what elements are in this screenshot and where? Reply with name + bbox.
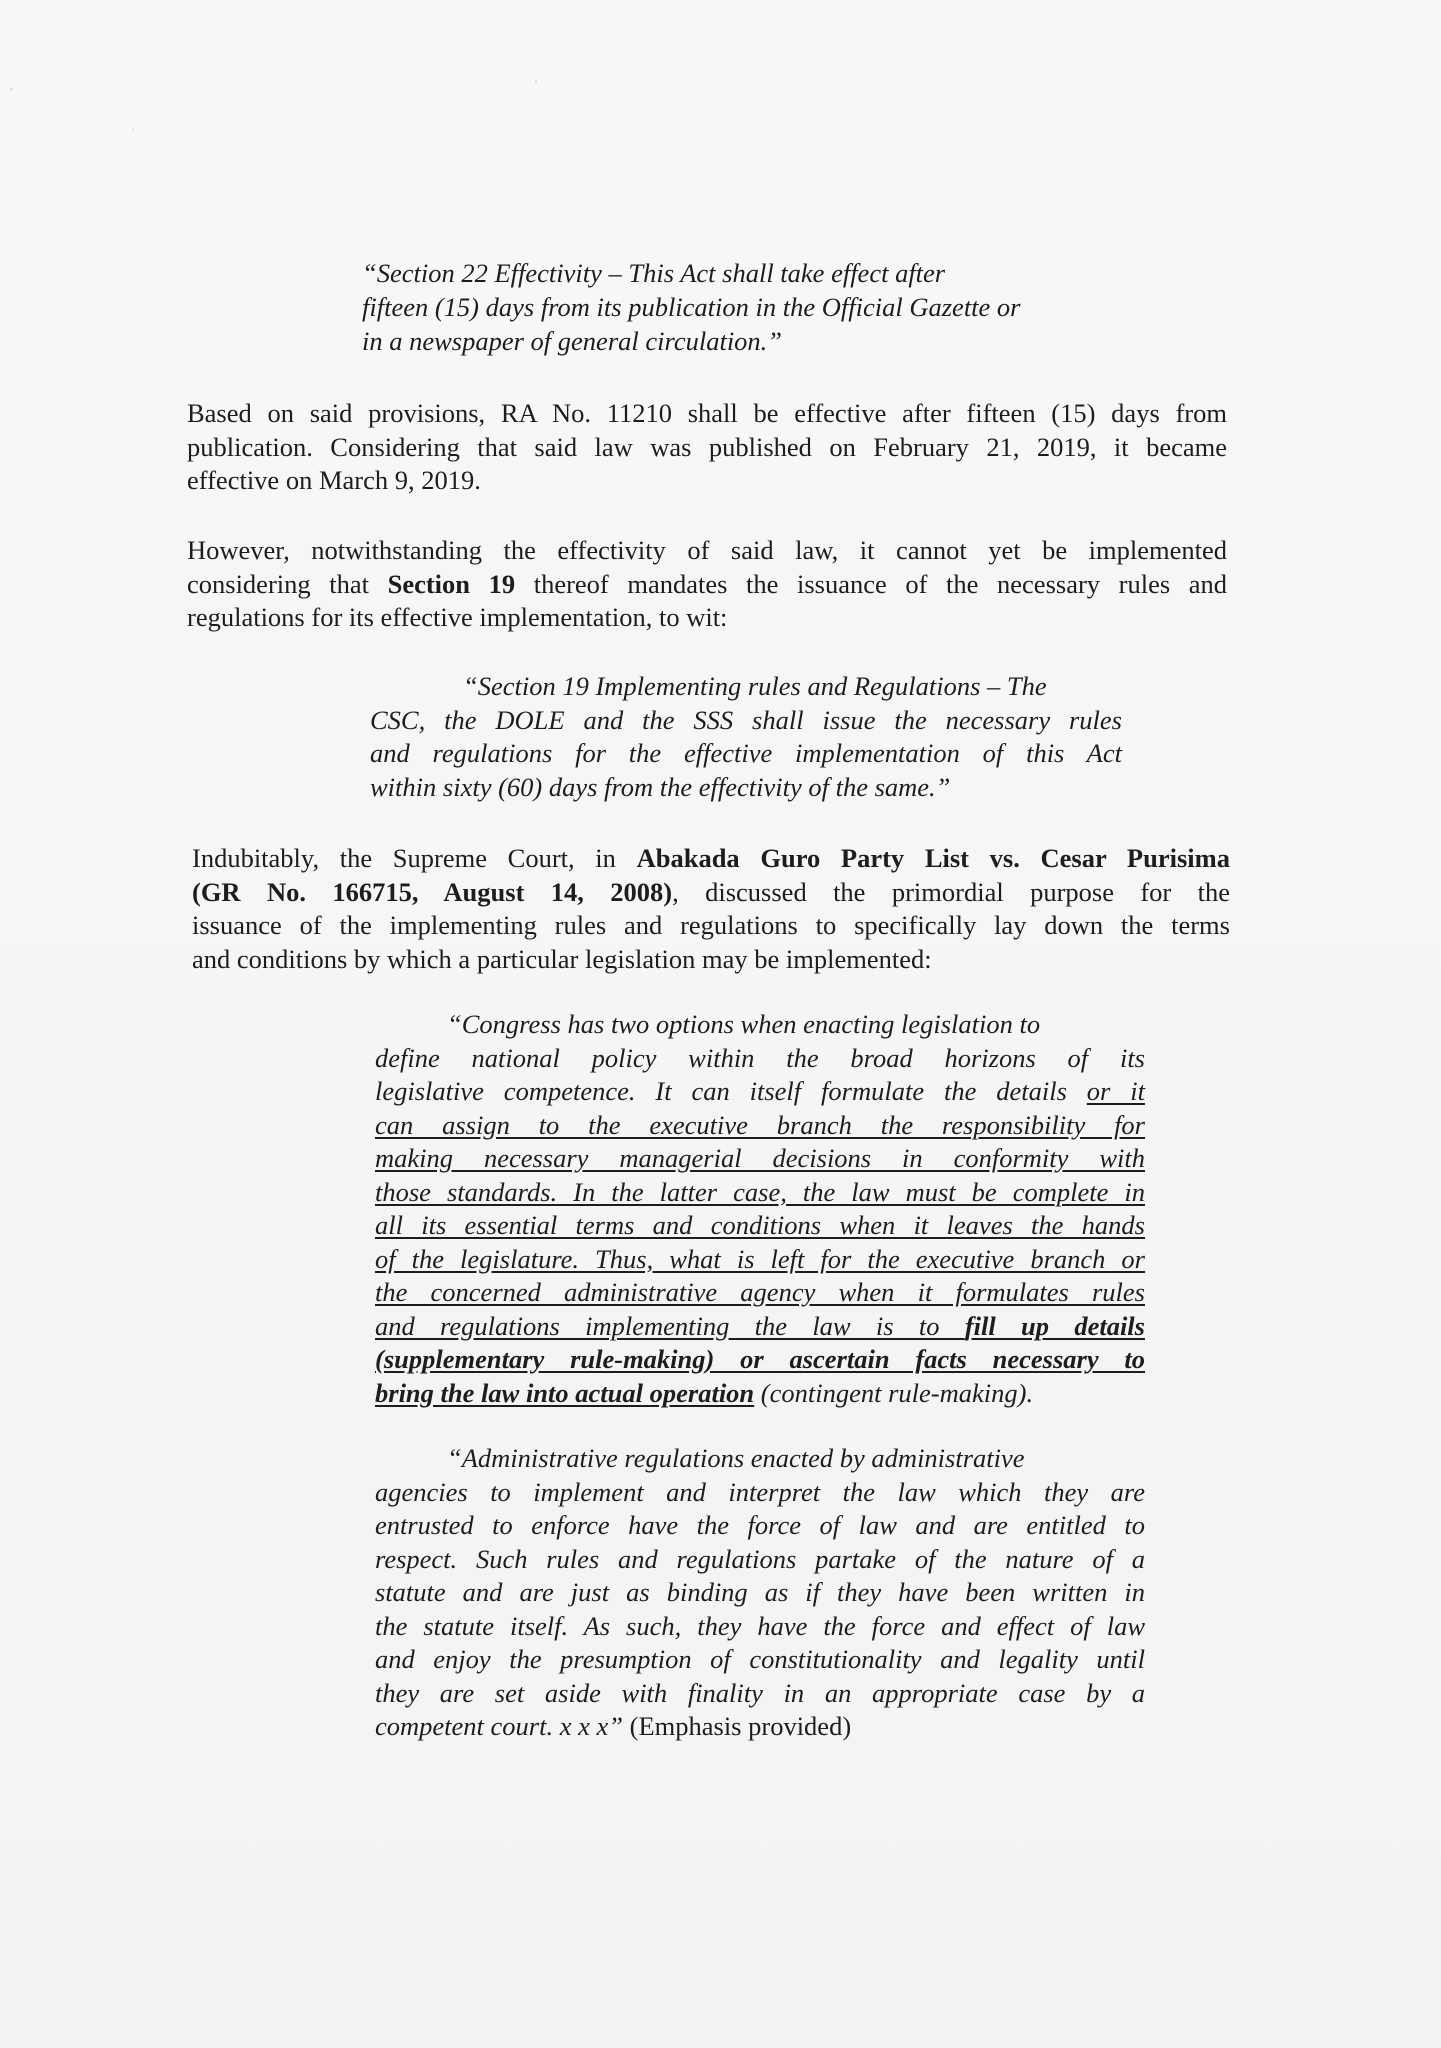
quote-line: “Section 19 Implementing rules and Regulations – The: [463, 671, 1047, 701]
quote-line: the statute itself. As such, they have the force and effect of law: [375, 1610, 1145, 1641]
emphasized-text: bring the law into actual operation: [375, 1377, 755, 1408]
text-run: , discussed the primordial purpose for the: [672, 876, 1231, 907]
paragraph-line: and conditions by which a particular legislation may be implemented:: [192, 943, 932, 974]
paragraph-line: However, notwithstanding the effectivity of said law, it cannot yet be implemented: [187, 535, 1227, 565]
quote-line: and enjoy the presumption of constitutionality and legality until: [375, 1644, 1145, 1674]
paragraph-effectivity: [187, 397, 1227, 498]
case-title: Abakada Guro Party List vs. Cesar Purisima: [636, 843, 1230, 873]
emphasized-line: (supplementary rule-making) or ascertain facts necessary to: [375, 1344, 1145, 1374]
quote-line: and regulations for the effective implementation of this Act: [370, 738, 1122, 768]
paragraph-line: publication. Considering that said law was published on February 21, 2019, it became: [187, 431, 1227, 462]
emphasis-note: (Emphasis provided): [623, 1711, 852, 1741]
paragraph-line: effective on March 9, 2019.: [187, 465, 481, 495]
underlined-text: and regulations implementing the law is to: [375, 1310, 965, 1341]
quote-line: “Section 22 Effectivity – This Act shall take effect after: [362, 258, 946, 288]
underlined-text: or it: [1086, 1076, 1145, 1106]
quote-line: within sixty (60) days from the effectivity of the same.”: [370, 771, 951, 802]
scan-speck: [132, 128, 134, 131]
quote-section-19: [370, 670, 1122, 804]
quote-line-underlined: making necessary managerial decisions in conformity with: [375, 1143, 1145, 1173]
quote-line: [375, 1075, 1145, 1109]
paragraph-indubitably: [192, 842, 1230, 976]
quote-line: define national policy within the broad horizons of its: [375, 1042, 1145, 1073]
quote-line: [375, 1310, 1145, 1344]
section-reference: Section 19: [387, 568, 516, 599]
quote-line: respect. Such rules and regulations partake of the nature of a: [375, 1543, 1145, 1574]
text-run: legislative competence. It can itself formulate the details: [375, 1076, 1087, 1106]
quote-line: [375, 1710, 1145, 1744]
quote-line: entrusted to enforce have the force of law and are entitled to: [375, 1510, 1145, 1540]
quote-line-underlined: those standards. In the latter case, the law must be complete in: [375, 1176, 1145, 1207]
quote-line-underlined: the concerned administrative agency when it formulates rules: [375, 1277, 1145, 1307]
text-run: thereof mandates the issuance of the necessary rules and: [515, 568, 1228, 599]
quote-line: CSC, the DOLE and the SSS shall issue the necessary rules: [370, 704, 1122, 735]
quote-section-22: [362, 257, 1122, 291]
paragraph-line: regulations for its effective implementation, to wit:: [187, 602, 728, 632]
quote-line-underlined: of the legislature. Thus, what is left for the executive branch or: [375, 1243, 1145, 1274]
quote-administrative: [375, 1442, 1145, 1744]
quote-line: “Congress has two options when enacting legislation to: [447, 1009, 1041, 1039]
scan-speck: [10, 88, 13, 91]
quote-line-underlined: all its essential terms and conditions when it leaves the hands: [375, 1210, 1145, 1240]
quote-line: fifteen (15) days from its publication in the Official Gazette or: [362, 292, 1021, 322]
quote-line-underlined: can assign to the executive branch the responsibility for: [375, 1109, 1145, 1140]
text-run: (contingent rule-making).: [754, 1377, 1034, 1408]
text-run: Indubitably, the Supreme Court, in: [192, 843, 637, 873]
paragraph-line: [192, 876, 1230, 910]
quote-line: [375, 1377, 1145, 1411]
quote-line: they are set aside with finality in an appropriate case by a: [375, 1677, 1145, 1708]
paragraph-line: [187, 568, 1227, 602]
emphasized-text: fill up details: [964, 1310, 1145, 1341]
quote-line: statute and are just as binding as if they have been written in: [375, 1577, 1145, 1607]
quote-section-22-cont: [362, 291, 1122, 358]
paragraph-however: [187, 534, 1227, 635]
paragraph-line: [192, 842, 1230, 876]
quote-congress: [375, 1008, 1145, 1410]
paragraph-line: Based on said provisions, RA No. 11210 shall be effective after fifteen (15) days from: [187, 398, 1227, 428]
case-citation: (GR No. 166715, August 14, 2008): [192, 876, 673, 907]
quote-line: “Administrative regulations enacted by administrative: [447, 1443, 1025, 1473]
text-run: competent court. x x x”: [375, 1711, 623, 1741]
paragraph-line: issuance of the implementing rules and regulations to specifically lay down the terms: [192, 910, 1230, 940]
quote-line: in a newspaper of general circulation.”: [362, 325, 783, 356]
text-run: considering that: [187, 568, 388, 599]
scan-speck: [535, 80, 537, 84]
quote-line: agencies to implement and interpret the law which they are: [375, 1476, 1145, 1507]
